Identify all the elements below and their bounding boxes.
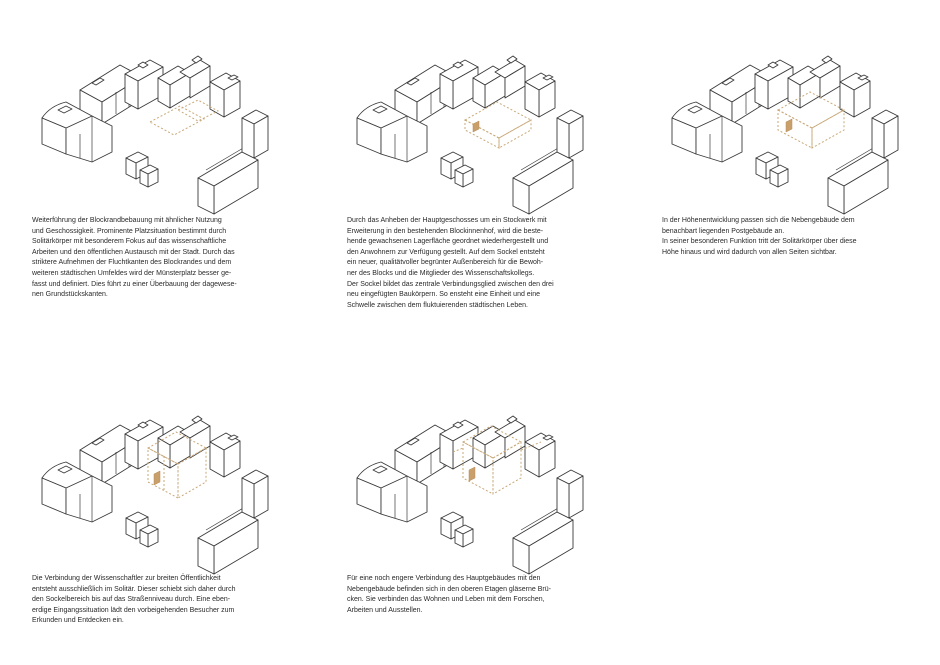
panel-3-caption: In der Höhenentwicklung passen sich die Nebengebäude dem benachbart liegenden Postgebäude an. In seiner besonderen Funktion tritt der Solitärkörper über diese Höhe hinaus und wird dadurch von allen Seiten sichtbar. bbox=[662, 217, 857, 256]
diagram-panel-4 bbox=[30, 390, 330, 640]
diagram-panel-5 bbox=[345, 390, 645, 640]
entrance-stair bbox=[154, 471, 160, 485]
massing-diagram-5 bbox=[345, 390, 595, 575]
panel-5-caption: Für eine noch engere Verbindung des Hauptgebäudes mit den Nebengebäude befinden sich in den oberen Etagen gläserne Brü- cken. Sie verbinden das Wohnen und Leben mit dem Forschen, Arbeiten und Ausstellen. bbox=[347, 575, 551, 614]
panel-1-caption: Weiterführung der Blockrandbebauung mit ähnlicher Nutzung und Geschossigkeit. Prominente Platzsituation bestimmt durch Solitärkörper mit besonderem Fokus auf das wissenschaftliche Arbeiten und den öffentlichen Austausch mit der Stadt. Durch das striktere Aufnehmen der Fluchtkanten des Blockrandes und dem weiteren städtischen Umfeldes wird der Münsterplatz besser ge- fasst und definiert. Dies führt zu einer Überbauung der dagewese- nen Grundstückskanten. bbox=[32, 217, 237, 299]
panel-2-caption: Durch das Anheben der Hauptgeschosses um ein Stockwerk mit Erweiterung in den bestehenden Blockinnenhof, wird die beste- hende gewachsenen Lagerfläche geordnet wiederhergestellt und den Anwohnern zur Verfügung gestellt. Auf dem Sockel entsteht ein neuer, qualitätvoller begrünter Außenbereich für die Bewoh- ner des Blocks und die Mitglieder des Wissenschaftskollegs. Der Sockel bildet das zentrale Verbindungsglied zwischen den drei neu eingefügten Baukörpern. So ensteht eine Einheit und eine Schwelle zwischen dem fluktuierenden städtischen Leben. bbox=[347, 217, 554, 309]
massing-diagram-1 bbox=[30, 30, 280, 220]
building-plot-outline bbox=[150, 106, 204, 135]
massing-diagram-3 bbox=[660, 30, 910, 220]
entrance-stair bbox=[469, 467, 475, 481]
massing-diagram-2 bbox=[345, 30, 595, 220]
diagram-panel-1 bbox=[30, 30, 330, 320]
massing-diagram-4 bbox=[30, 390, 280, 575]
diagram-panel-2 bbox=[345, 30, 645, 320]
panel-4-caption: Die Verbindung der Wissenschaftler zur breiten Öffentlichkeit entsteht ausschließlich im Solitär. Dieser schiebt sich daher durch den Sockelbereich bis auf das Straßenniveau durch. Eine eben- erdige Eingangssituation lädt den vorbeigehenden Besucher zum Erkunden und Entdecken ein. bbox=[32, 575, 236, 625]
plinth-outline bbox=[465, 102, 531, 138]
diagram-panel-3 bbox=[660, 30, 940, 320]
plinth-stair bbox=[473, 121, 479, 132]
